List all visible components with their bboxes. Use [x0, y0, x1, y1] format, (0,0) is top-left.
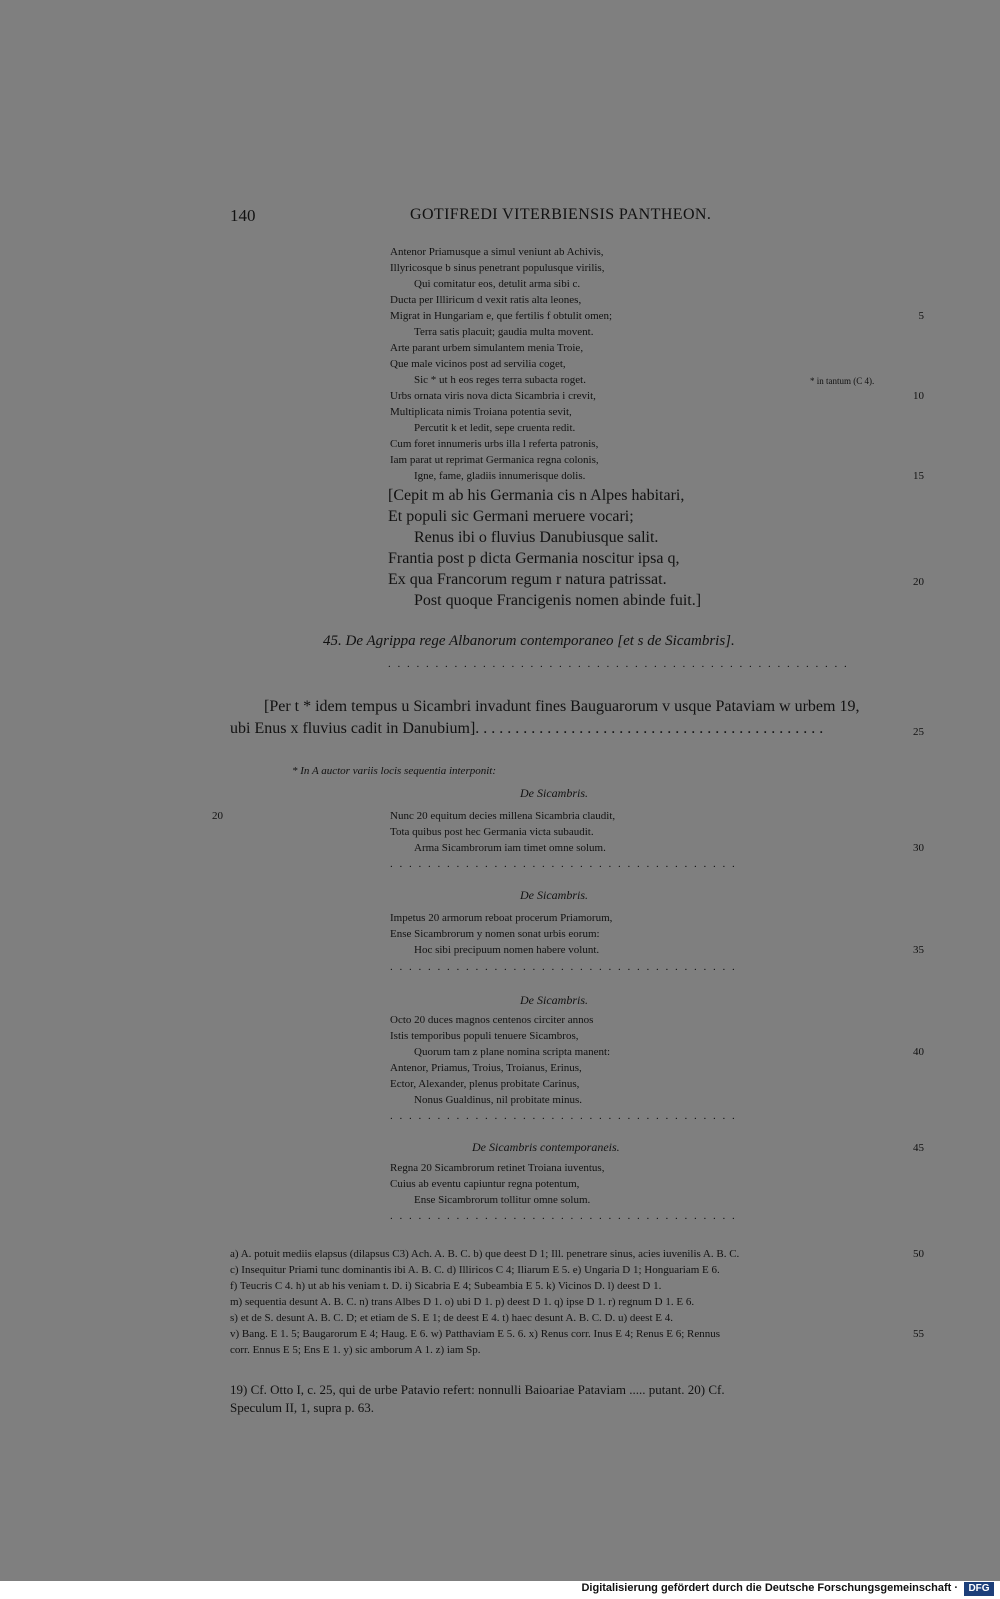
ellipsis-dots: . . . . . . . . . . . . . . . . . . . . . . . . . . . . . . . . . . . . . — [390, 1210, 737, 1222]
line-number: 5 — [918, 310, 924, 322]
line-number: 25 — [913, 726, 924, 738]
block-title: De Sicambris contemporaneis. — [472, 1140, 620, 1154]
verse-line: Post quoque Francigenis nomen abinde fuit.] — [414, 592, 702, 609]
note-line: Speculum II, 1, supra p. 63. — [230, 1400, 375, 1415]
verse-line: Quorum tam z plane nomina scripta manent: — [414, 1046, 611, 1058]
line-number: 55 — [913, 1328, 924, 1340]
footnote-line: a) A. potuit mediis elapsus (dilapsus C3) Ach. A. B. C. b) que deest D 1; Ill. penetrare sinus, acies iuvenilis A. B. C. — [230, 1248, 740, 1260]
verse-line: Antenor Priamusque a simul veniunt ab Achivis, — [390, 246, 604, 258]
block-title: De Sicambris. — [520, 888, 588, 902]
line-number: 45 — [913, 1142, 924, 1154]
running-title: GOTIFREDI VITERBIENSIS PANTHEON. — [410, 206, 712, 223]
verse-line: Nonus Gualdinus, nil probitate minus. — [414, 1094, 583, 1106]
verse-line: Istis temporibus populi tenuere Sicambros, — [390, 1030, 579, 1042]
ellipsis-dots: . . . . . . . . . . . . . . . . . . . . . . . . . . . . . . . . . . . . . — [390, 961, 737, 973]
verse-line: Arma Sicambrorum iam timet omne solum. — [414, 842, 606, 854]
verse-line: Urbs ornata viris nova dicta Sicambria i crevit, — [390, 390, 596, 402]
verse-line: Frantia post p dicta Germania noscitur ipsa q, — [388, 550, 680, 567]
verse-line: Qui comitatur eos, detulit arma sibi c. — [414, 278, 581, 290]
verse-line: Ense Sicambrorum tollitur omne solum. — [414, 1194, 591, 1206]
dfg-logo-icon: DFG — [964, 1582, 994, 1596]
verse-line: Nunc 20 equitum decies millena Sicambria claudit, — [390, 810, 616, 822]
verse-line: Sic * ut h eos reges terra subacta roget. — [414, 374, 586, 386]
verse-line: Ex qua Francorum regum r natura patrissat. — [388, 571, 667, 588]
ellipsis-dots: . . . . . . . . . . . . . . . . . . . . . . . . . . . . . . . . . . . . . . . . . . . . . . . . . — [388, 658, 849, 670]
interpolation-intro: * In A auctor variis locis sequentia interponit: — [292, 765, 496, 777]
verse-line: Octo 20 duces magnos centenos circiter annos — [390, 1014, 594, 1026]
footnote-line: m) sequentia desunt A. B. C. n) trans Albes D 1. o) ubi D 1. p) deest D 1. q) ipse D 1. r) regnum D 1. E 6. — [230, 1296, 695, 1308]
footnote-line: f) Teucris C 4. h) ut ab his veniam t. D. i) Sicabria E 4; Subeambia E 5. k) Vicinos D. l) deest D 1. — [230, 1280, 662, 1292]
verse-line: Illyricosque b sinus penetrant populusque virilis, — [390, 262, 605, 274]
verse-line: Hoc sibi precipuum nomen habere volunt. — [414, 944, 600, 956]
footnote-line: c) Insequitur Priami tunc dominantis ibi A. B. C. d) Illiricos C 4; Iliarum E 5. e) Ungaria D 1; Honguariam E 6. — [230, 1264, 720, 1276]
footnote-line: v) Bang. E 1. 5; Baugarorum E 4; Haug. E 6. w) Patthaviam E 5. 6. x) Renus corr. Inus E 4; Renus E 6; Rennus — [230, 1328, 721, 1340]
verse-line: Migrat in Hungariam e, que fertilis f obtulit omen; — [390, 310, 613, 322]
verse-line: Antenor, Priamus, Troius, Troianus, Erinus, — [390, 1062, 582, 1074]
ellipsis-dots: . . . . . . . . . . . . . . . . . . . . . . . . . . . . . . . . . . . . . — [390, 1110, 737, 1122]
verse-line: Arte parant urbem simulantem menia Troie, — [390, 342, 584, 354]
verse-line: Et populi sic Germani meruere vocari; — [388, 508, 634, 525]
note-line: 19) Cf. Otto I, c. 25, qui de urbe Patavio refert: nonnulli Baioariae Pataviam ..... putant. 20) Cf. — [230, 1382, 725, 1397]
page-number: 140 — [230, 206, 256, 225]
line-number: 50 — [913, 1248, 924, 1260]
verse-line: Ducta per Illiricum d vexit ratis alta leones, — [390, 294, 582, 306]
block-title: De Sicambris. — [520, 786, 588, 800]
verse-line: Iam parat ut reprimat Germanica regna colonis, — [390, 454, 599, 466]
verse-line: Multiplicata nimis Troiana potentia sevit, — [390, 406, 572, 418]
footer-credit: Digitalisierung gefördert durch die Deutsche Forschungsgemeinschaft · — [581, 1582, 958, 1594]
verse-line: Que male vicinos post ad servilia coget, — [390, 358, 566, 370]
verse-line: Percutit k et ledit, sepe cruenta redit. — [414, 422, 576, 434]
line-number: 15 — [913, 470, 924, 482]
section-heading: 45. De Agrippa rege Albanorum contemporaneo [et s de Sicambris]. — [323, 633, 735, 649]
footnote-line: corr. Ennus E 5; Ens E 1. y) sic amborum A 1. z) iam Sp. — [230, 1344, 481, 1356]
line-number: 20 — [913, 576, 924, 588]
margin-number: 20 — [212, 810, 223, 822]
line-number: 35 — [913, 944, 924, 956]
verse-line: Renus ibi o fluvius Danubiusque salit. — [414, 529, 659, 546]
line-number: 40 — [913, 1046, 924, 1058]
block-title: De Sicambris. — [520, 993, 588, 1007]
verse-line: Cuius ab eventu capiuntur regna potentum, — [390, 1178, 580, 1190]
line-number: 10 — [913, 390, 924, 402]
prose-line: [Per t * idem tempus u Sicambri invadunt fines Bauguarorum v usque Pataviam w urbem 19, — [264, 698, 860, 715]
verse-line: [Cepit m ab his Germania cis n Alpes habitari, — [388, 487, 685, 504]
verse-line: Cum foret innumeris urbs illa l referta patronis, — [390, 438, 599, 450]
verse-line: Ense Sicambrorum y nomen sonat urbis eorum: — [390, 928, 600, 940]
margin-note: * in tantum (C 4). — [810, 376, 875, 386]
verse-line: Tota quibus post hec Germania victa subaudit. — [390, 826, 594, 838]
verse-line: Terra satis placuit; gaudia multa movent. — [414, 326, 594, 338]
verse-line: Ector, Alexander, plenus probitate Carinus, — [390, 1078, 580, 1090]
verse-line: Impetus 20 armorum reboat procerum Priamorum, — [390, 912, 613, 924]
ellipsis-dots: . . . . . . . . . . . . . . . . . . . . . . . . . . . . . . . . . . . . . — [390, 858, 737, 870]
footnote-line: s) et de S. desunt A. B. C. D; et etiam de S. E 1; de deest E 4. t) haec desunt A. B. C. D. u) deest E 4. — [230, 1312, 673, 1324]
prose-line: ubi Enus x fluvius cadit in Danubium]. . . . . . . . . . . . . . . . . . . . . . . . . . . . . . . . . . . . . . . . . . . . — [230, 720, 824, 737]
line-number: 30 — [913, 842, 924, 854]
verse-line: Igne, fame, gladiis innumerisque dolis. — [414, 470, 586, 482]
verse-line: Regna 20 Sicambrorum retinet Troiana iuventus, — [390, 1162, 605, 1174]
